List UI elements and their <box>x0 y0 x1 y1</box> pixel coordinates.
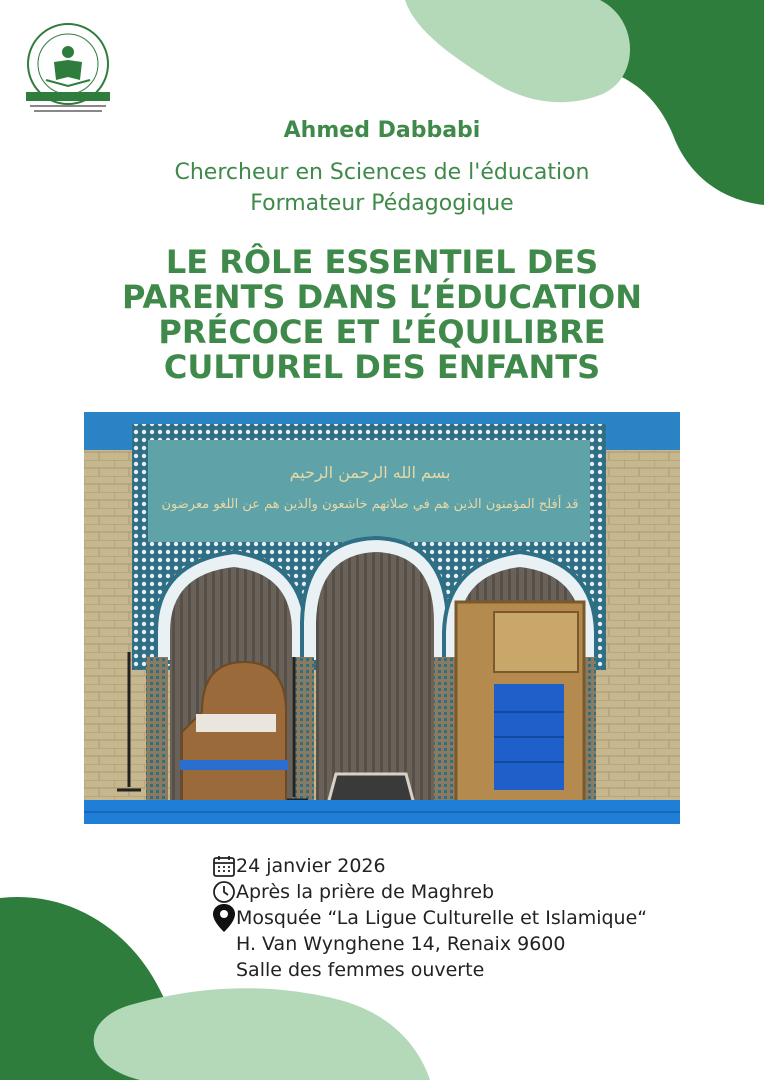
title-line: LE RÔLE ESSENTIEL DES <box>165 243 599 281</box>
title-line: PARENTS DANS L’ÉDUCATION <box>122 278 642 316</box>
calendar-icon <box>212 854 236 878</box>
event-note: Salle des femmes ouverte <box>236 959 485 981</box>
date-line <box>212 853 647 879</box>
inscription-line-2: قد أفلح المؤمنون الذين هم في صلاتهم خاشعون والذين هم عن اللغو معرضون <box>161 497 579 512</box>
inscription-line-1: بسم الله الرحمن الرحيم <box>289 463 451 482</box>
title-line: PRÉCOCE ET L’ÉQUILIBRE <box>158 313 606 351</box>
event-title <box>60 245 704 385</box>
address-line <box>212 931 647 957</box>
event-venue: Mosquée “La Ligue Culturelle et Islamique“ <box>236 907 648 929</box>
event-address: H. Van Wynghene 14, Renaix 9600 <box>236 933 566 955</box>
mihrab-photo <box>84 412 680 824</box>
time-line <box>212 879 647 905</box>
clock-icon <box>212 880 236 904</box>
location-pin-icon <box>212 903 236 933</box>
note-line <box>212 957 647 983</box>
event-time: Après la prière de Maghreb <box>236 881 495 903</box>
venue-line <box>212 905 647 931</box>
speaker-role-trainer: Formateur Pédagogique <box>250 191 514 216</box>
speaker-name: Ahmed Dabbabi <box>283 118 481 143</box>
organization-logo <box>18 22 118 122</box>
event-date: 24 janvier 2026 <box>236 855 386 877</box>
title-line: CULTUREL DES ENFANTS <box>163 348 601 386</box>
event-details <box>212 853 647 983</box>
speaker-role-researcher: Chercheur en Sciences de l'éducation <box>174 160 590 185</box>
